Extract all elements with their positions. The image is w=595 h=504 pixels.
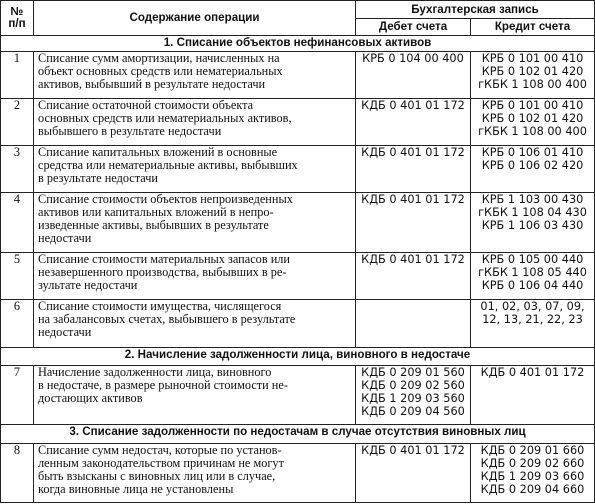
description-line: на забалансовых счетах, выбывшего в результате [38,311,296,326]
row-number: 5 [1,252,34,299]
debit-account: КДБ 0 401 01 172 [361,193,465,207]
credit-account: 01, 02, 03, 07, 09, [480,299,585,313]
debit-cell [356,252,471,299]
table-row [1,299,595,347]
operation-description [34,193,356,252]
credit-account: КРБ 0 106 02 420 [481,159,584,173]
description-line: изведенные активы, выбывших в результате [38,218,269,233]
row-number: 1 [1,52,34,99]
credit-account: КДБ 0 401 01 172 [480,366,585,380]
description-line: когда виновные лица не установлены [38,481,234,496]
description-line: недостачи [38,324,92,339]
credit-account: гКБК 1 108 00 400 [478,125,587,139]
credit-cell [471,52,595,99]
description-line: быть взысканы с виновных лиц или в случае, [38,468,276,483]
debit-column-header: Дебет счета [356,19,471,36]
debit-cell [356,299,471,347]
debit-cell [356,146,471,193]
description-line: активов, выбывший в результате недостачи [38,77,266,92]
operation-description [34,366,356,425]
section-row [1,425,595,443]
row-number: 6 [1,299,34,347]
table-row [1,99,595,146]
credit-account: КРБ 0 102 01 420 [481,65,584,79]
debit-account: КДБ 1 209 03 560 [361,392,465,406]
description-line: Списание сумм амортизации, начисленных на [38,51,280,66]
debit-account: КДБ 0 209 02 560 [361,379,465,393]
credit-cell [471,146,595,193]
table-row [1,366,595,425]
credit-account: КРБ 1 106 03 430 [481,219,584,233]
credit-account: КДБ 0 209 01 660 [480,443,585,457]
section-title: 3. Списание задолженности по недостачам в случае отсутствия виновных лиц [1,425,595,443]
entry-header: Бухгалтерская запись [356,1,595,19]
section-row [1,36,595,52]
table-row [1,443,595,502]
description-line: незавершенного производства, выбывших в ре- [38,264,287,279]
debit-account: КДБ 0 209 04 560 [361,405,465,419]
credit-cell [471,366,595,425]
description-line: Списание остаточной стоимости объекта [38,98,254,113]
description-line: Списание стоимости объектов непроизведенных [38,192,293,207]
debit-account: КДБ 0 209 01 560 [361,366,465,380]
credit-account: КРБ 0 106 04 440 [481,278,584,292]
description-line: объект основных средств или нематериальных [38,64,283,79]
row-number: 3 [1,146,34,193]
operation-description [34,252,356,299]
header-row-top [1,1,595,19]
debit-account: КРБ 0 104 00 400 [362,52,464,66]
debit-cell [356,366,471,425]
table-row [1,193,595,252]
credit-account: КДБ 0 209 04 660 [480,482,585,496]
row-number: 7 [1,366,34,425]
content-column-header: Содержание операции [34,1,356,36]
credit-account: КРБ 1 103 00 430 [481,193,584,207]
description-line: Списание стоимости материальных запасов или [38,252,290,266]
debit-cell [356,52,471,99]
description-line: Списание капитальных вложений в основные [38,145,278,160]
description-line: средства или нематериальные активы, выбывших [38,158,298,173]
description-line: зультате недостачи [38,277,138,292]
description-line: основных средств или нематериальных активов, [38,111,292,126]
row-number: 2 [1,99,34,146]
debit-account: КДБ 0 401 01 172 [361,99,465,113]
table-row [1,146,595,193]
table-row [1,252,595,299]
row-number: 4 [1,193,34,252]
row-number: 8 [1,443,34,502]
operation-description [34,52,356,99]
operation-description [34,299,356,347]
description-line: в недостаче, в размере рыночной стоимости не- [38,378,288,393]
credit-account: гКБК 1 108 00 400 [478,78,587,92]
description-line: выбывшего в результате недостачи [38,124,222,139]
operation-description [34,146,356,193]
operation-description [34,99,356,146]
debit-account: КДБ 0 401 01 172 [361,443,465,457]
debit-cell [356,193,471,252]
credit-account: КРБ 0 105 00 440 [481,252,584,266]
section-title: 1. Списание объектов нефинансовых активов [1,36,595,52]
debit-account: КДБ 0 401 01 172 [361,146,465,160]
credit-account: 12, 13, 21, 22, 23 [482,312,583,326]
description-line: Списание сумм недостач, которые по установ- [38,443,282,457]
credit-column-header: Кредит счета [471,19,595,36]
credit-account: гКБК 1 108 04 430 [478,206,587,220]
debit-cell [356,99,471,146]
credit-account: КРБ 0 106 01 410 [481,146,584,160]
credit-account: КРБ 0 102 01 420 [481,112,584,126]
section-title: 2. Начисление задолженности лица, виновного в недостаче [1,347,595,365]
description-line: в результате недостачи [38,171,158,186]
credit-cell [471,252,595,299]
credit-account: КРБ 0 101 00 410 [481,52,584,66]
debit-cell [356,443,471,502]
credit-cell [471,193,595,252]
credit-account: КДБ 1 209 03 660 [480,469,585,483]
credit-cell [471,299,595,347]
operation-description [34,443,356,502]
credit-account: КДБ 0 209 02 660 [480,456,585,470]
description-line: активов или капитальных вложений в непро- [38,205,274,220]
credit-cell [471,443,595,502]
credit-account: гКБК 1 108 05 440 [478,265,587,279]
description-line: ленным законодательством причинам не могут [38,455,284,470]
description-line: достающих активов [38,391,143,406]
debit-account: КДБ 0 401 01 172 [361,252,465,266]
table-body [1,36,595,503]
description-line: Начисление задолженности лица, виновного [38,365,272,380]
credit-cell [471,99,595,146]
section-row [1,347,595,365]
description-line: недостачи [38,231,92,246]
table-row [1,52,595,99]
credit-account: КРБ 0 101 00 410 [481,99,584,113]
num-column-header: № п/п [1,1,34,36]
description-line: Списание стоимости имущества, числящегося [38,299,282,313]
